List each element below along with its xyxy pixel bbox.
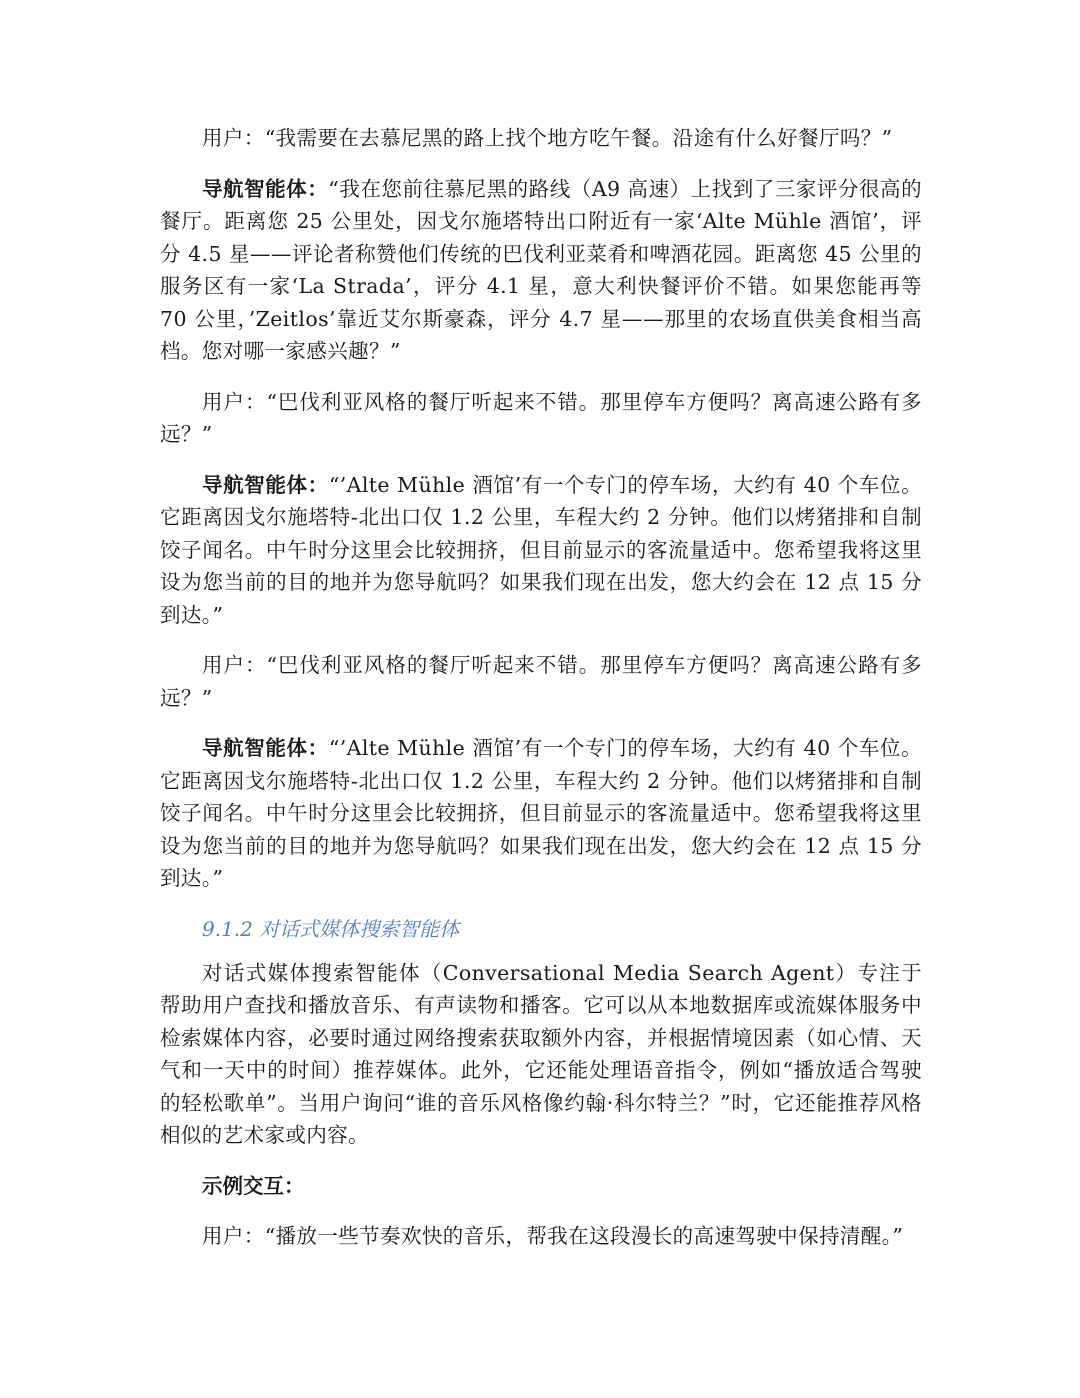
- speaker-label: 用户：: [202, 389, 267, 414]
- dialogue-text: “’Alte Mühle 酒馆’有一个专门的停车场，大约有 40 个车位。它距离因戈尔施塔特-北出口仅 1.2 公里，车程大约 2 分钟。他们以烤猪排和自制饺子闻名。中午时分这里会比较拥挤，但目前显示的客流量适中。您希望我将这里设为您当前的目的地并为您导航吗？如果我们现在出发，您大约会在 12 点 15 分到达。”: [160, 736, 922, 890]
- section-heading: 9.1.2 对话式媒体搜索智能体: [202, 916, 460, 941]
- example-dialogue-user: [160, 1220, 922, 1253]
- speaker-label: 用户：: [202, 126, 265, 150]
- speaker-label: 用户：: [202, 1224, 265, 1248]
- dialogue-text: “我需要在去慕尼黑的路上找个地方吃午餐。沿途有什么好餐厅吗？”: [264, 126, 893, 150]
- dialogue-text: “’Alte Mühle 酒馆’有一个专门的停车场，大约有 40 个车位。它距离因戈尔施塔特-北出口仅 1.2 公里，车程大约 2 分钟。他们以烤猪排和自制饺子闻名。中午时分这里会比较拥挤，但目前显示的客流量适中。您希望我将这里设为您当前的目的地并为您导航吗？如果我们现在出发，您大约会在 12 点 15 分到达。”: [160, 472, 922, 627]
- speaker-label: 用户：: [202, 653, 267, 677]
- example-label: 示例交互：: [202, 1173, 305, 1198]
- dialogue-user-1: [160, 122, 922, 155]
- speaker-label: 导航智能体：: [202, 472, 329, 497]
- document-page: [160, 122, 922, 1271]
- section-body: 对话式媒体搜索智能体（Conversational Media Search Agent）专注于帮助用户查找和播放音乐、有声读物和播客。它可以从本地数据库或流媒体服务中检索媒体内容，必要时通过网络搜索获取额外内容，并根据情境因素（如心情、天气和一天中的时间）推荐媒体。此外，它还能处理语音指令，例如“播放适合驾驶的轻松歌单”。当用户询问“谁的音乐风格像约翰·科尔特兰？”时，它还能推荐风格相似的艺术家或内容。: [160, 960, 922, 1147]
- dialogue-text: “播放一些节奏欢快的音乐，帮我在这段漫长的高速驾驶中保持清醒。”: [264, 1224, 904, 1248]
- dialogue-text: “巴伐利亚风格的餐厅听起来不错。那里停车方便吗？离高速公路有多远？”: [160, 389, 922, 446]
- dialogue-text: “巴伐利亚风格的餐厅听起来不错。那里停车方便吗？离高速公路有多远？”: [160, 653, 922, 710]
- dialogue-agent-1: [160, 173, 922, 368]
- dialogue-text: “我在您前往慕尼黑的路线（A9 高速）上找到了三家评分很高的餐厅。距离您 25 公里处，因戈尔施塔特出口附近有一家‘Alte Mühle 酒馆’，评分 4.5 星——评论者称赞他们传统的巴伐利亚菜肴和啤酒花园。距离您 45 公里的服务区有一家‘La Strada’，评分 4.1 星，意大利快餐评价不错。如果您能再等 70 公里，’Zeitlos’靠近艾尔斯豪森，评分 4.7 星——那里的农场直供美食相当高档。您对哪一家感兴趣？”: [160, 176, 922, 363]
- speaker-label: 导航智能体：: [202, 176, 329, 201]
- speaker-label: 导航智能体：: [202, 736, 329, 760]
- dialogue-user-2: [160, 386, 922, 451]
- dialogue-user-3: [160, 649, 922, 714]
- dialogue-agent-3: [160, 732, 922, 895]
- dialogue-agent-2: [160, 469, 922, 632]
